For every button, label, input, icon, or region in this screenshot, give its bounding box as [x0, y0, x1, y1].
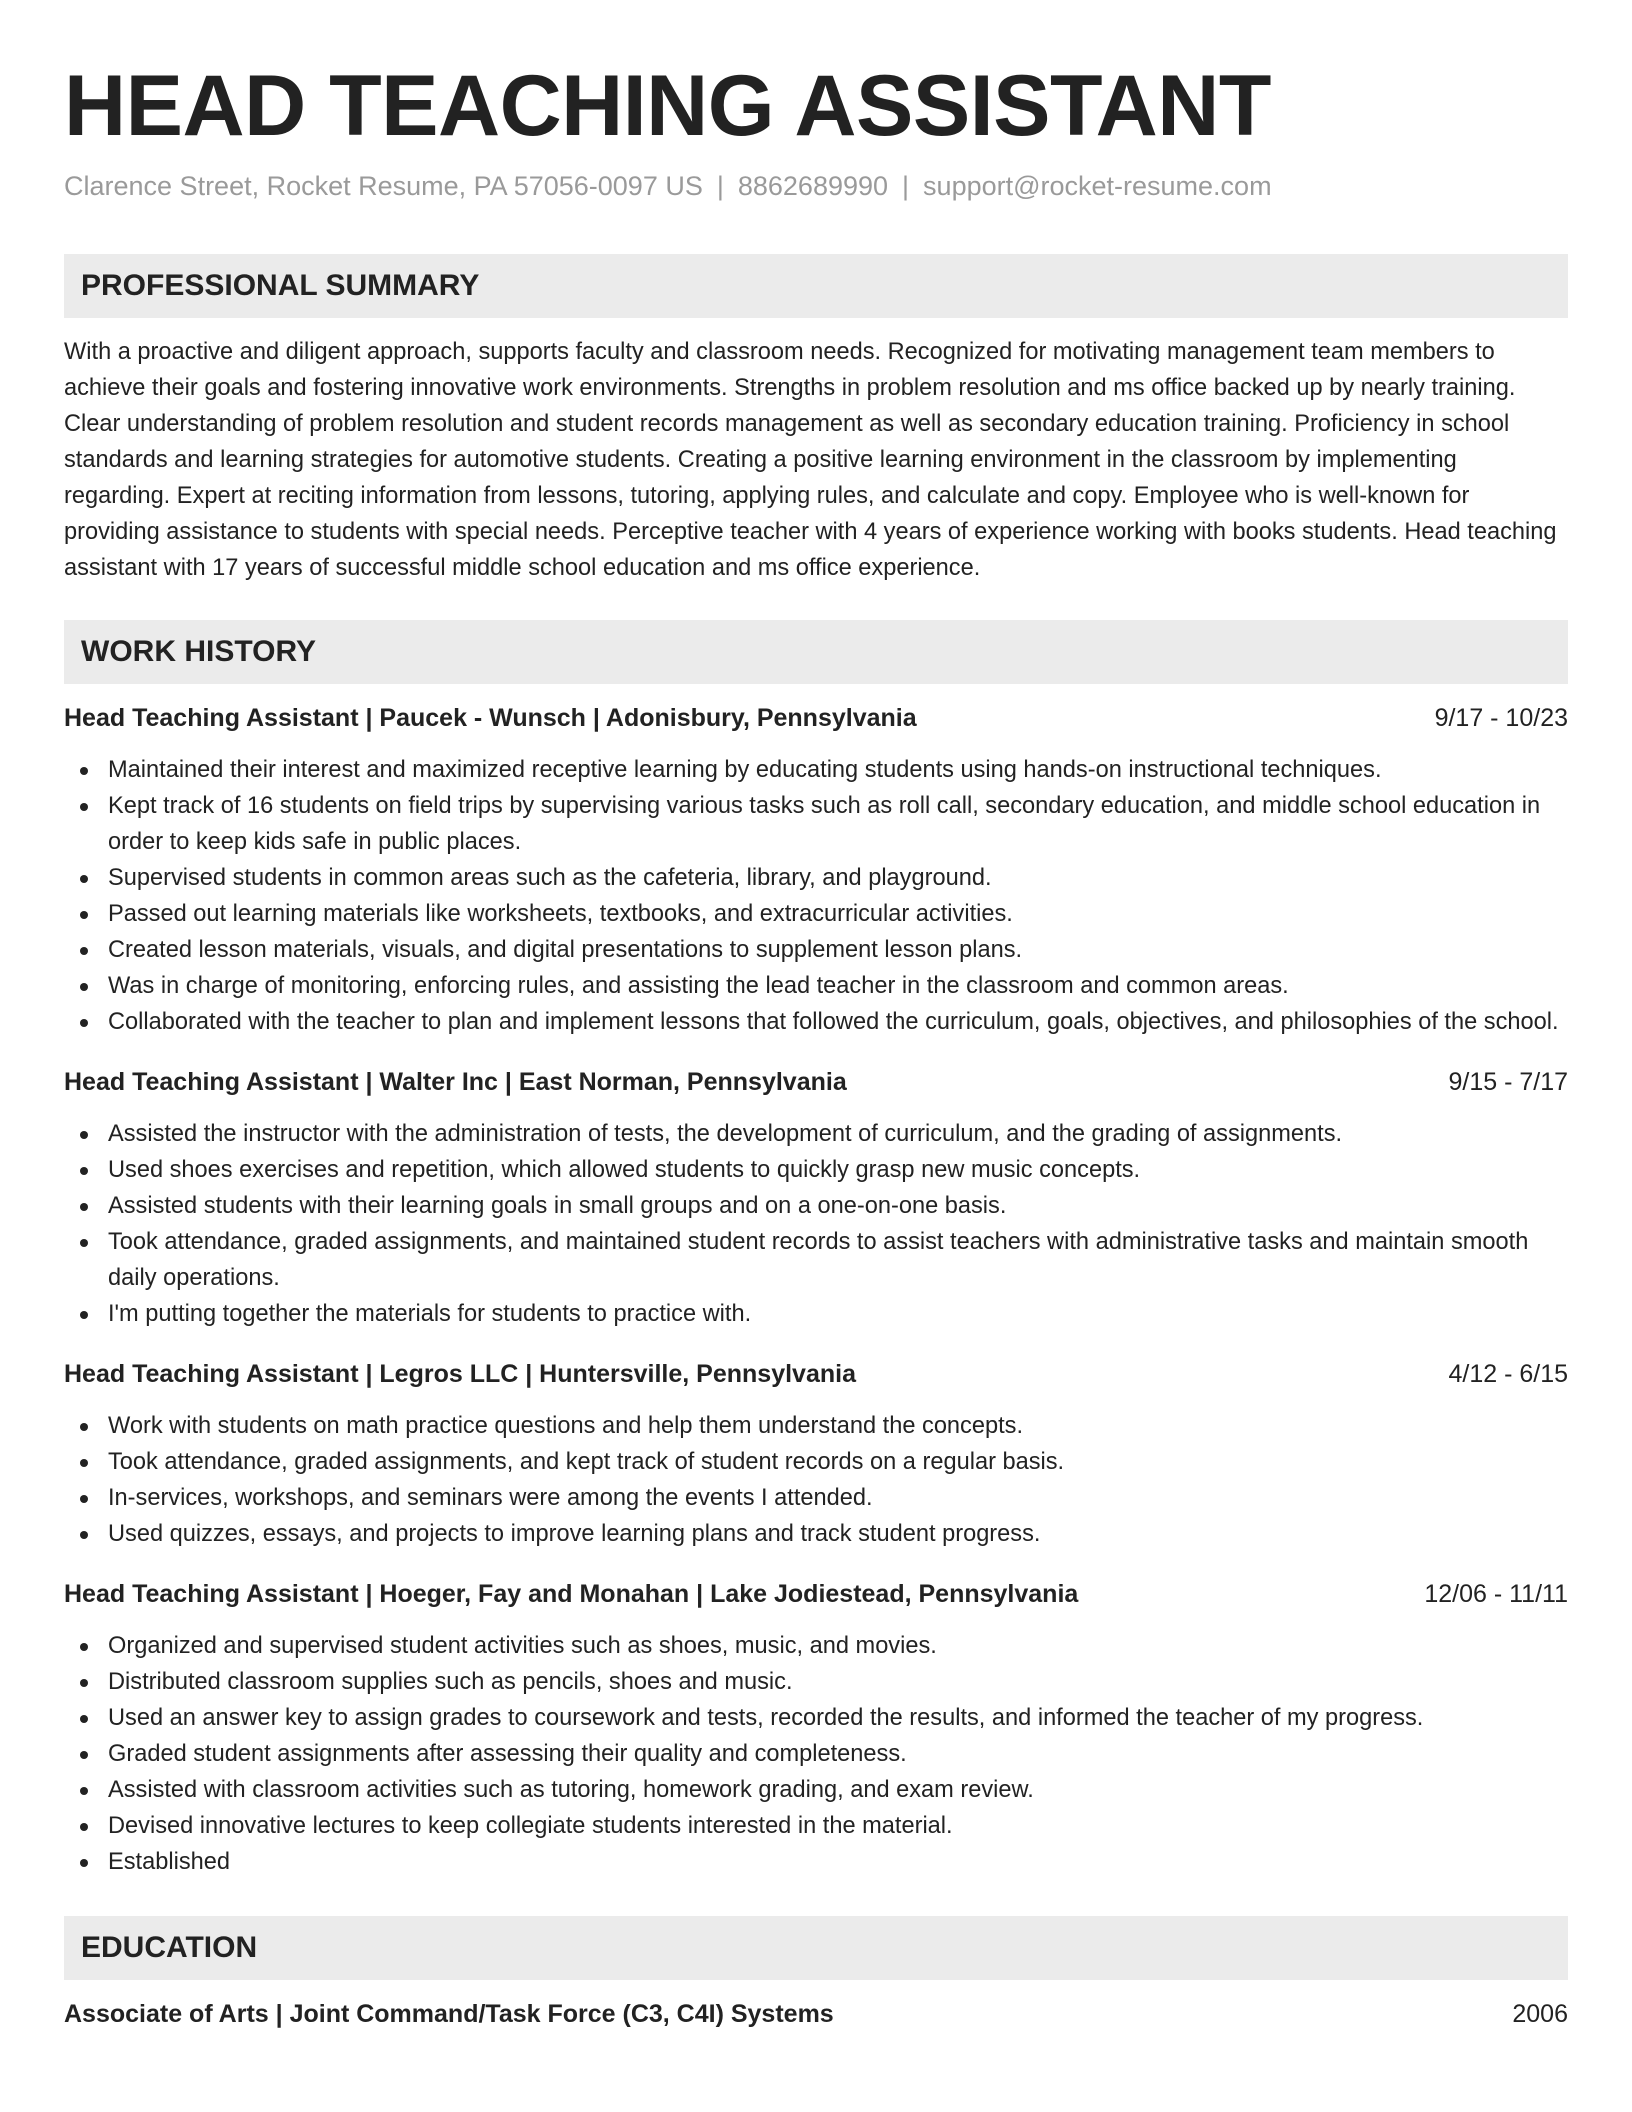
bullet-text: Assisted students with their learning goals in small groups and on a one-on-one basis. — [108, 1193, 1007, 1219]
education-entry — [64, 1996, 1568, 2032]
job-entry — [64, 1356, 1568, 1552]
bullet-item — [108, 968, 1568, 1004]
bullet-item — [108, 1664, 1568, 1700]
bullet-dot-icon — [80, 983, 88, 991]
bullet-text: Took attendance, graded assignments, and kept track of student records on a regular basis. — [108, 1449, 1065, 1475]
bullet-text: Was in charge of monitoring, enforcing rules, and assisting the lead teacher in the classroom and common areas. — [108, 973, 1289, 999]
bullet-item — [108, 1628, 1568, 1664]
bullet-dot-icon — [80, 1459, 88, 1467]
bullet-text: Maintained their interest and maximized receptive learning by educating students using hands-on instructional techniques. — [108, 757, 1382, 783]
job-title: Head Teaching Assistant | Walter Inc | East Norman, Pennsylvania — [64, 1068, 847, 1096]
job-title: Head Teaching Assistant | Paucek - Wunsch | Adonisbury, Pennsylvania — [64, 704, 917, 732]
bullet-dot-icon — [80, 1643, 88, 1651]
bullet-text: Established — [108, 1849, 230, 1875]
section-heading: PROFESSIONAL SUMMARY — [64, 254, 1568, 318]
bullet-text: In-services, workshops, and seminars were among the events I attended. — [108, 1485, 873, 1511]
bullet-dot-icon — [80, 875, 88, 883]
bullet-item — [108, 896, 1568, 932]
bullet-item — [108, 788, 1568, 860]
bullet-text: Assisted the instructor with the administration of tests, the development of curriculum, and the grading of assignments. — [108, 1121, 1343, 1147]
bullet-dot-icon — [80, 803, 88, 811]
summary-text: With a proactive and diligent approach, supports faculty and classroom needs. Recognized for motivating management team members to achieve their goals and fostering innovative work environments. Strengths in problem resolution and ms office backed up by nearly training. Clear understanding of problem resolution and student records management as well as secondary education training. Proficiency in school standards and learning strategies for automotive students. Creating a positive learning environment in the classroom by implementing regarding. Expert at reciting information from lessons, tutoring, applying rules, and calculate and copy. Employee who is well-known for providing assistance to students with special needs. Perceptive teacher with 4 years of experience working with books students. Head teaching assistant with 17 years of successful middle school education and ms office experience. — [64, 339, 1557, 581]
job-dates: 9/15 - 7/17 — [1448, 1068, 1568, 1096]
bullet-dot-icon — [80, 1679, 88, 1687]
bullet-dot-icon — [80, 1715, 88, 1723]
resume-page — [64, 56, 1568, 2032]
bullet-item — [108, 1224, 1568, 1296]
bullet-text: Organized and supervised student activities such as shoes, music, and movies. — [108, 1633, 937, 1659]
section-work-history — [64, 620, 1568, 1880]
bullet-text: Devised innovative lectures to keep collegiate students interested in the material. — [108, 1813, 953, 1839]
bullet-dot-icon — [80, 1311, 88, 1319]
bullet-text: Created lesson materials, visuals, and digital presentations to supplement lesson plans. — [108, 937, 1023, 963]
candidate-name: HEAD TEACHING ASSISTANT — [64, 58, 1271, 154]
job-header — [64, 1356, 1568, 1392]
job-dates: 4/12 - 6/15 — [1448, 1360, 1568, 1388]
bullet-item — [108, 1808, 1568, 1844]
bullet-item — [108, 1408, 1568, 1444]
contact-separator: | — [902, 171, 910, 201]
bullet-text: Used an answer key to assign grades to coursework and tests, recorded the results, and informed the teacher of my progress. — [108, 1705, 1424, 1731]
bullet-dot-icon — [80, 911, 88, 919]
bullet-item — [108, 860, 1568, 896]
bullet-dot-icon — [80, 1423, 88, 1431]
bullet-item — [108, 1004, 1568, 1040]
bullet-text: Used shoes exercises and repetition, which allowed students to quickly grasp new music concepts. — [108, 1157, 1141, 1183]
degree-year: 2006 — [1512, 2000, 1568, 2028]
bullet-text: Graded student assignments after assessing their quality and completeness. — [108, 1741, 907, 1767]
contact-phone: 8862689990 — [737, 171, 889, 201]
bullet-dot-icon — [80, 1787, 88, 1795]
bullet-item — [108, 1516, 1568, 1552]
bullet-text: Distributed classroom supplies such as pencils, shoes and music. — [108, 1669, 793, 1695]
bullet-item — [108, 1844, 1568, 1880]
bullet-text: Used quizzes, essays, and projects to improve learning plans and track student progress. — [108, 1521, 1041, 1547]
bullet-dot-icon — [80, 1859, 88, 1867]
bullet-text: Supervised students in common areas such as the cafeteria, library, and playground. — [108, 865, 992, 891]
section-heading: EDUCATION — [64, 1916, 1568, 1980]
bullet-item — [108, 752, 1568, 788]
bullet-dot-icon — [80, 767, 88, 775]
bullet-item — [108, 932, 1568, 968]
bullet-dot-icon — [80, 1203, 88, 1211]
bullet-text: Assisted with classroom activities such as tutoring, homework grading, and exam review. — [108, 1777, 1034, 1803]
bullet-item — [108, 1700, 1568, 1736]
bullet-dot-icon — [80, 1531, 88, 1539]
bullet-item — [108, 1296, 1568, 1332]
bullet-item — [108, 1736, 1568, 1772]
section-education — [64, 1916, 1568, 2032]
job-bullets — [64, 1116, 1568, 1332]
bullet-dot-icon — [80, 1751, 88, 1759]
bullet-item — [108, 1188, 1568, 1224]
job-title: Head Teaching Assistant | Legros LLC | Huntersville, Pennsylvania — [64, 1360, 856, 1388]
job-header — [64, 700, 1568, 736]
job-bullets — [64, 1408, 1568, 1552]
bullet-text: Collaborated with the teacher to plan and implement lessons that followed the curriculum, goals, objectives, and philosophies of the school. — [108, 1009, 1559, 1035]
bullet-text: I'm putting together the materials for students to practice with. — [108, 1301, 752, 1327]
degree-title: Associate of Arts | Joint Command/Task Force (C3, C4I) Systems — [64, 2000, 834, 2028]
bullet-dot-icon — [80, 1495, 88, 1503]
bullet-dot-icon — [80, 1823, 88, 1831]
section-heading: WORK HISTORY — [64, 620, 1568, 684]
section-professional-summary — [64, 254, 1568, 586]
bullet-text: Passed out learning materials like worksheets, textbooks, and extracurricular activities. — [108, 901, 1013, 927]
job-header — [64, 1064, 1568, 1100]
job-header — [64, 1576, 1568, 1612]
bullet-dot-icon — [80, 1019, 88, 1027]
bullet-dot-icon — [80, 1239, 88, 1247]
job-dates: 12/06 - 11/11 — [1424, 1580, 1568, 1608]
bullet-dot-icon — [80, 1167, 88, 1175]
contact-line — [64, 168, 1568, 204]
bullet-dot-icon — [80, 947, 88, 955]
bullet-item — [108, 1444, 1568, 1480]
bullet-item — [108, 1152, 1568, 1188]
bullet-dot-icon — [80, 1131, 88, 1139]
bullet-text: Kept track of 16 students on field trips by supervising various tasks such as roll call, secondary education, and middle school education in order to keep kids safe in public places. — [108, 793, 1541, 855]
contact-address: Clarence Street, Rocket Resume, PA 57056-0097 US — [64, 171, 703, 201]
bullet-item — [108, 1116, 1568, 1152]
contact-separator: | — [716, 171, 724, 201]
job-dates: 9/17 - 10/23 — [1434, 704, 1568, 732]
bullet-text: Took attendance, graded assignments, and maintained student records to assist teachers with administrative tasks and maintain smooth daily operations. — [108, 1229, 1529, 1291]
job-entry — [64, 1064, 1568, 1332]
job-bullets — [64, 752, 1568, 1040]
bullet-item — [108, 1480, 1568, 1516]
contact-email: support@rocket-resume.com — [923, 171, 1272, 201]
job-entry — [64, 1576, 1568, 1880]
job-bullets — [64, 1628, 1568, 1880]
job-title: Head Teaching Assistant | Hoeger, Fay and Monahan | Lake Jodiestead, Pennsylvania — [64, 1580, 1079, 1608]
bullet-item — [108, 1772, 1568, 1808]
job-entry — [64, 700, 1568, 1040]
bullet-text: Work with students on math practice questions and help them understand the concepts. — [108, 1413, 1024, 1439]
